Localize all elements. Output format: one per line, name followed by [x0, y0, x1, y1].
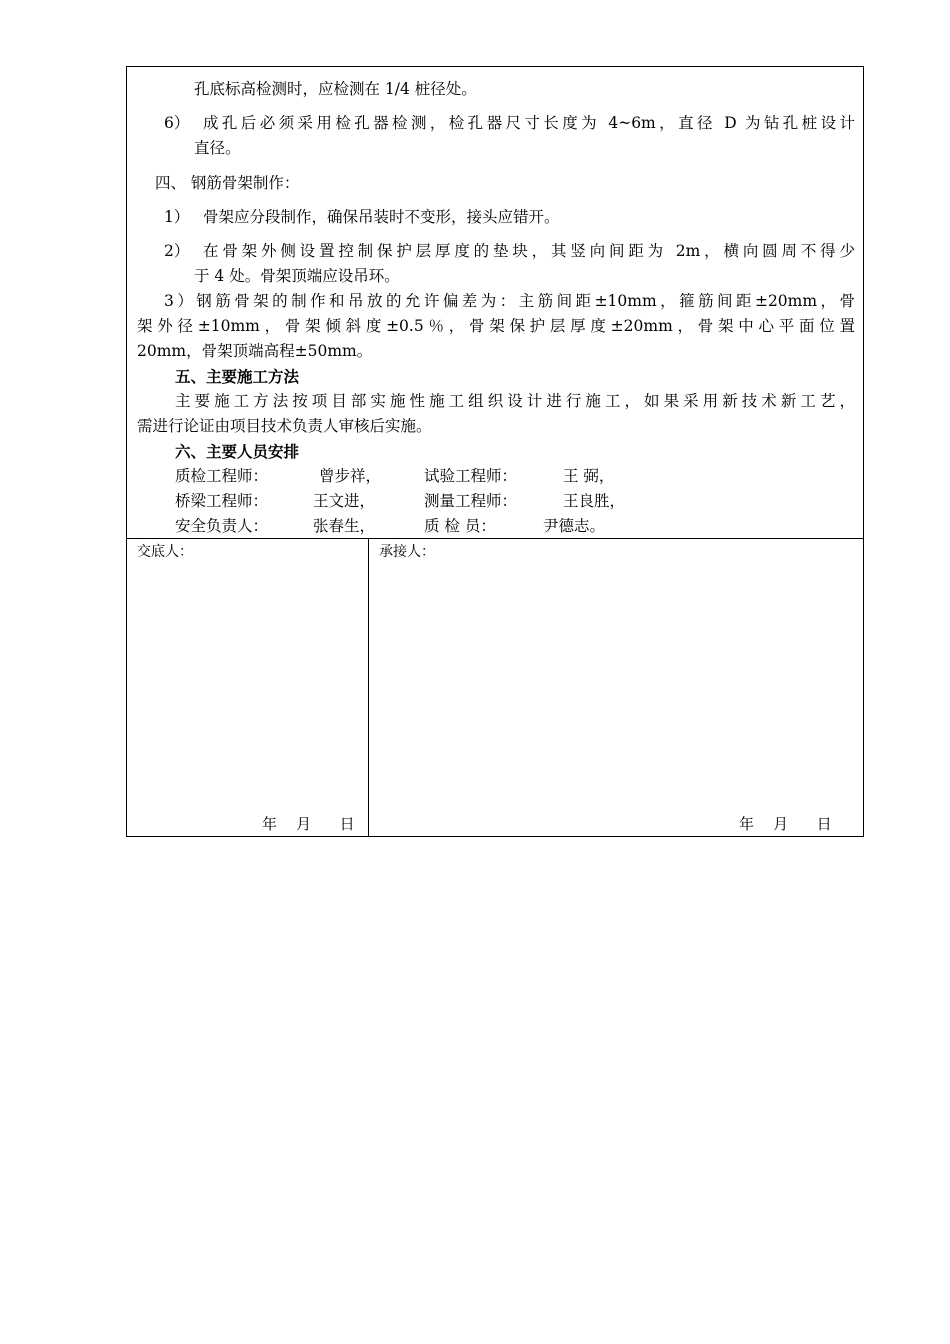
staff-name: 王文进，	[313, 492, 376, 510]
text-line: 骨架应分段制作，确保吊装时不变形，接头应错开。	[203, 208, 560, 226]
staff-name: 曾步祥，	[319, 467, 382, 485]
item-number: 1）	[164, 208, 190, 226]
text-line: 3）钢筋骨架的制作和吊放的允许偏差为：主筋间距±10mm，箍筋间距±20mm，骨	[164, 292, 855, 310]
staff-role: 测量工程师：	[424, 492, 518, 510]
staff-role: 质 检 员：	[424, 517, 496, 535]
discloser-label: 交底人：	[137, 544, 193, 560]
text-line: 主要施工方法按项目部实施性施工组织设计进行施工，如果采用新技术新工艺，	[175, 392, 855, 410]
receiver-signature-cell[interactable]	[369, 539, 863, 836]
text-line: 孔底标高检测时，应检测在 1/4 桩径处。	[194, 80, 477, 98]
text-line: 架外径±10mm，骨架倾斜度±0.5％，骨架保护层厚度±20mm，骨架中心平面位置	[137, 317, 855, 335]
staff-role: 质检工程师：	[175, 467, 269, 485]
staff-name: 王良胜，	[563, 492, 626, 510]
content-cell	[127, 67, 863, 539]
discloser-signature-cell[interactable]	[127, 539, 369, 836]
section-heading: 六、主要人员安排	[175, 442, 300, 461]
item-number: 6）	[164, 114, 190, 132]
item-number: 2）	[164, 242, 190, 260]
section-heading: 五、主要施工方法	[175, 367, 300, 386]
text-line: 于 4 处。骨架顶端应设吊环。	[194, 267, 400, 285]
text-line: 需进行论证由项目技术负责人审核后实施。	[137, 417, 432, 435]
text-line: 直径。	[194, 139, 241, 157]
receiver-date: 年 月 日	[739, 815, 832, 833]
receiver-label: 承接人：	[379, 544, 435, 560]
staff-role: 桥梁工程师：	[175, 492, 269, 510]
staff-role: 安全负责人：	[175, 517, 269, 535]
staff-name: 张春生，	[313, 517, 376, 535]
section-heading: 四、 钢筋骨架制作：	[155, 174, 300, 192]
staff-name: 王 弼，	[563, 467, 615, 485]
text-line: 20mm，骨架顶端高程±50mm。	[137, 342, 373, 360]
staff-name: 尹德志。	[543, 517, 606, 535]
staff-role: 试验工程师：	[424, 467, 518, 485]
disclosure-table	[126, 66, 864, 837]
text-line: 在骨架外侧设置控制保护层厚度的垫块，其竖向间距为 2m，横向圆周不得少	[203, 242, 855, 260]
text-line: 成孔后必须采用检孔器检测，检孔器尺寸长度为 4~6m，直径 D 为钻孔桩设计	[203, 114, 855, 132]
discloser-date: 年 月 日	[262, 815, 355, 833]
